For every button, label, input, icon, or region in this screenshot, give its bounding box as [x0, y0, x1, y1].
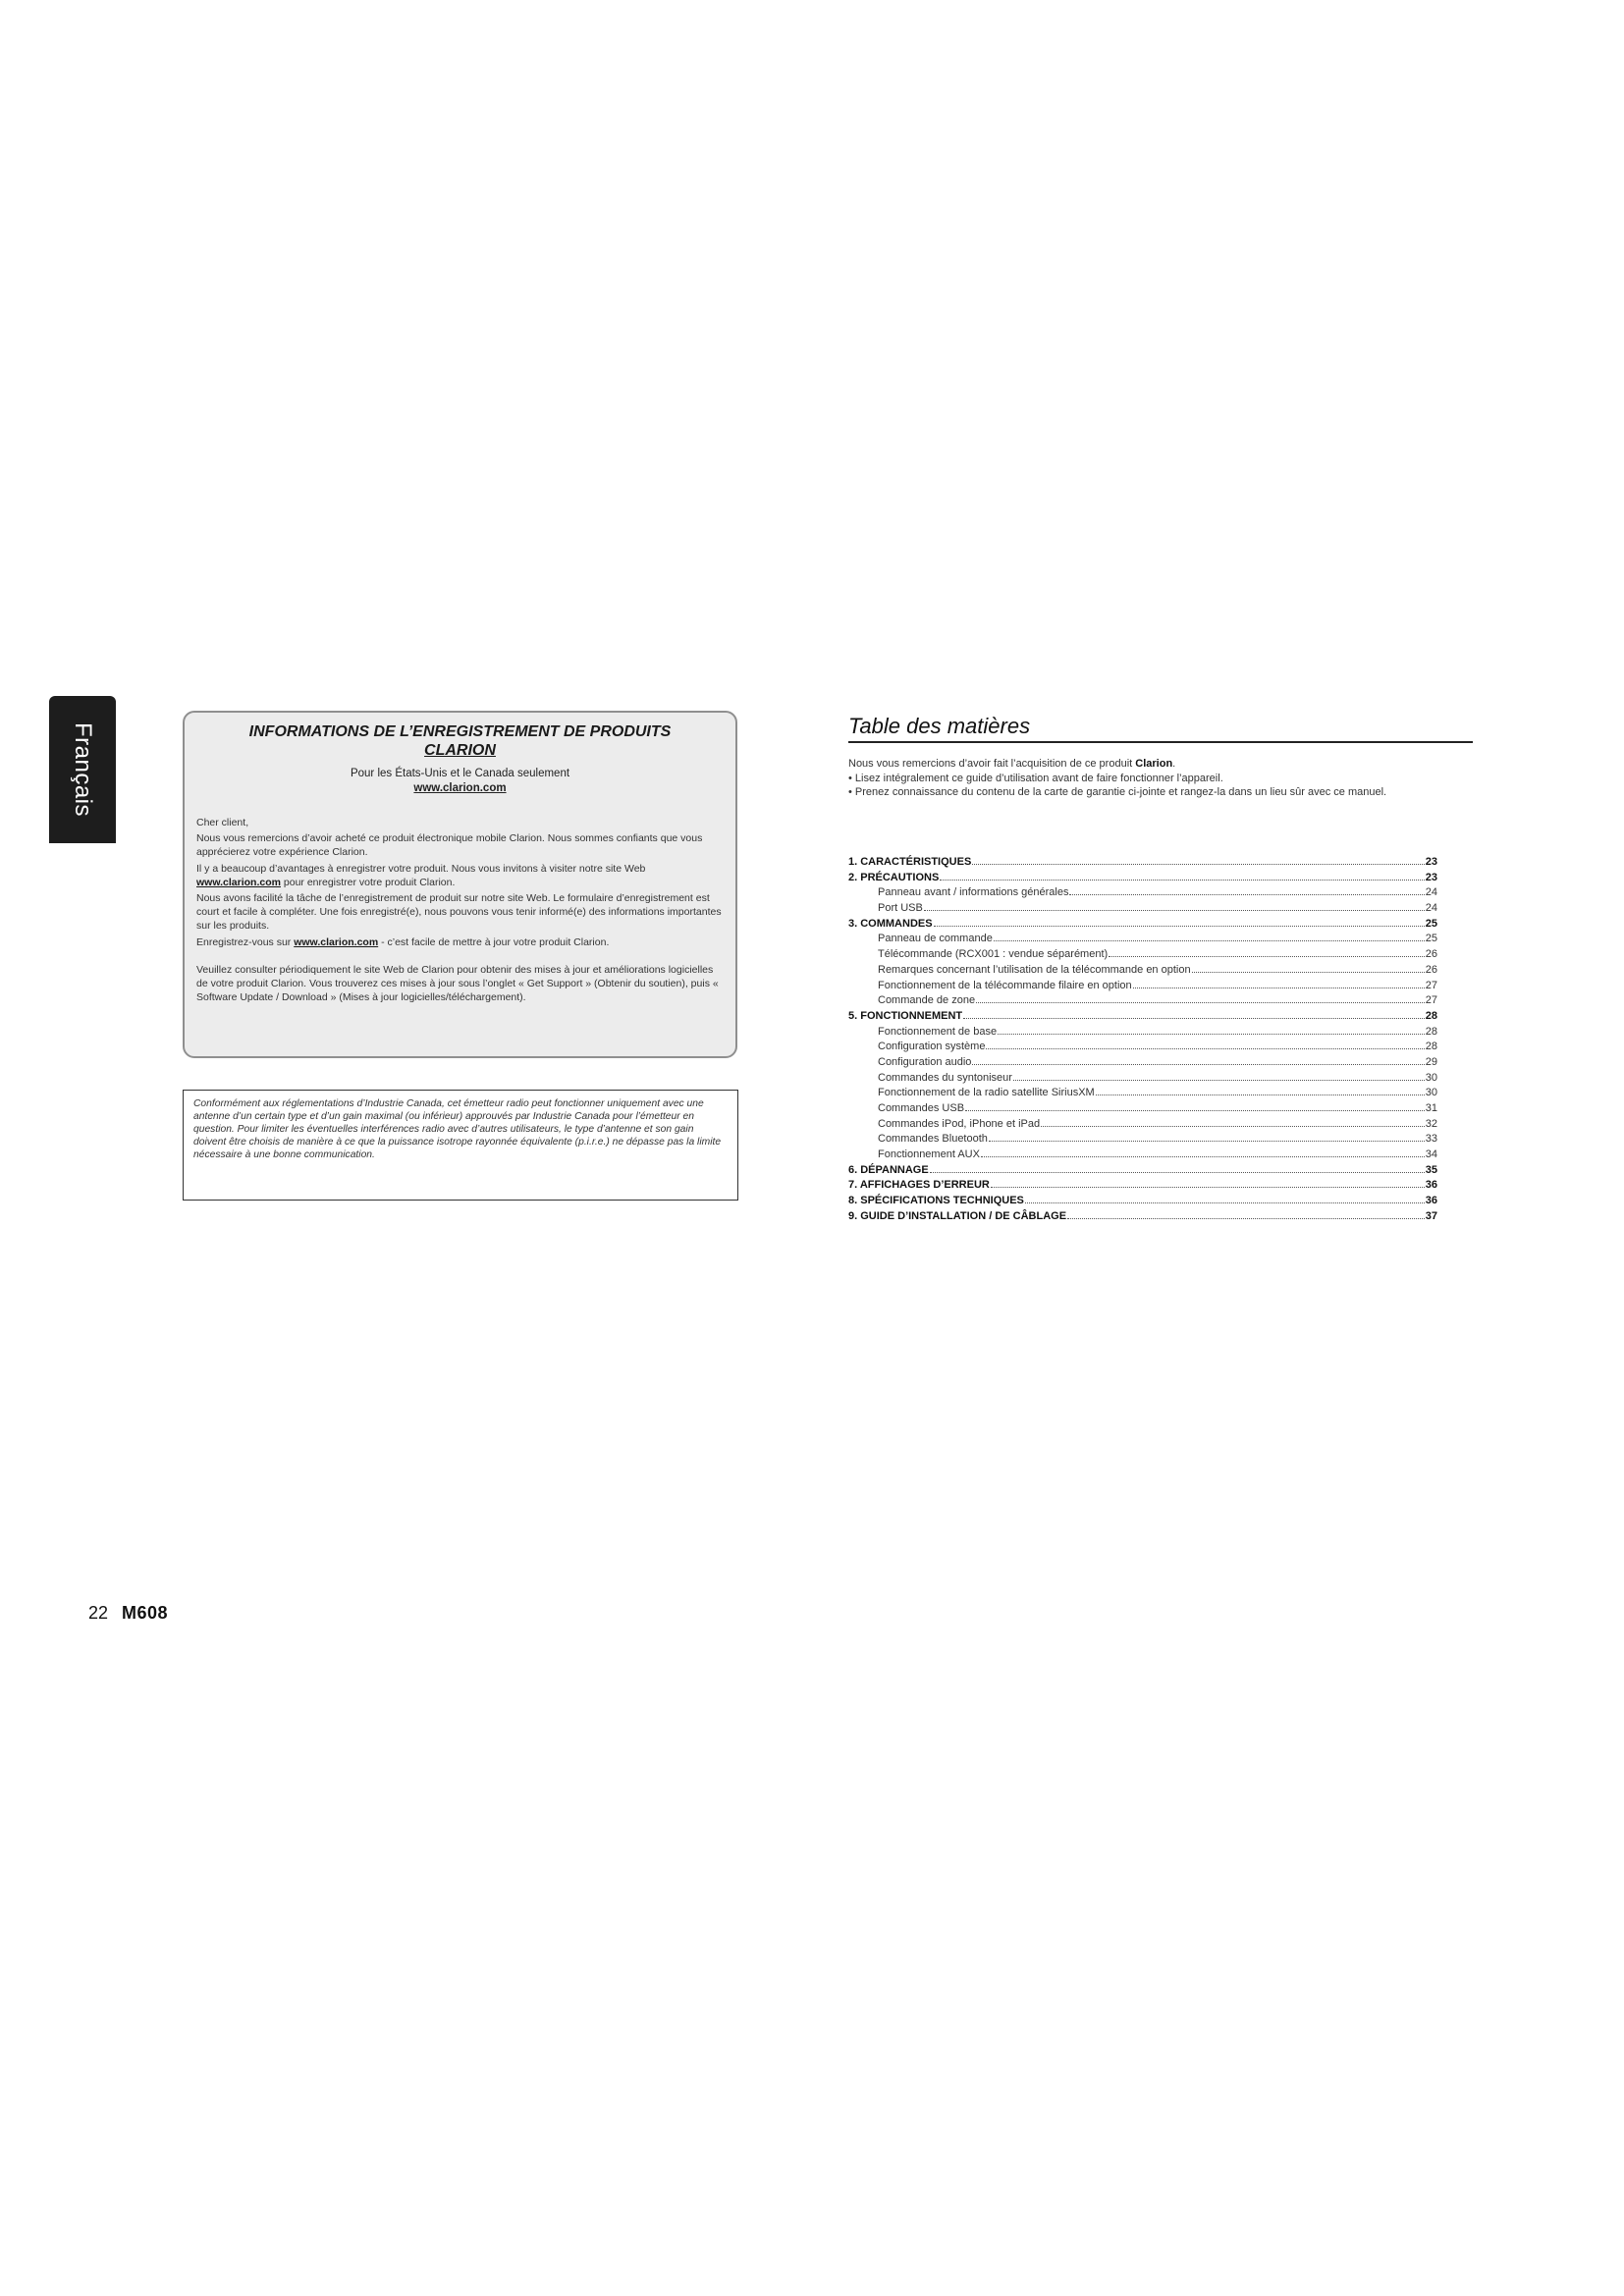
- toc-section-entry[interactable]: [848, 1209, 1437, 1225]
- toc-leader-dots: [981, 1156, 1425, 1157]
- toc-subsection-entry[interactable]: [848, 979, 1437, 994]
- toc-section-entry[interactable]: [848, 917, 1437, 933]
- toc-section-entry[interactable]: [848, 1194, 1437, 1209]
- toc-entry-page: 33: [1425, 1133, 1437, 1146]
- registration-brand: CLARION: [424, 742, 496, 759]
- registration-paragraph-5: Veuillez consulter périodiquement le site Web de Clarion pour obtenir des mises à jour et améliorations logicielles de votre produit Clarion. Vous trouverez ces mises à jour sous l’onglet « Get Support » (Obtenir du soutien), puis « Software Update / Download » (Mises à jour logicielles/téléchargement).: [196, 963, 719, 1004]
- toc-subsection-entry[interactable]: [848, 947, 1437, 963]
- toc-entry-page: 25: [1425, 917, 1437, 930]
- toc-entry-label: Remarques concernant l’utilisation de la télécommande en option: [878, 963, 1191, 976]
- toc-subsection-entry[interactable]: [848, 1040, 1437, 1055]
- toc-list: [848, 855, 1437, 1225]
- toc-section-entry[interactable]: [848, 1178, 1437, 1194]
- toc-leader-dots: [994, 940, 1425, 941]
- registration-paragraph-3: Nous avons facilité la tâche de l’enregistrement de produit sur notre site Web. Le formulaire d’enregistrement est court et facile à compléter. Une fois enregistré(e), nous pouvons vous tenir informé(e) des informations importantes sur les produits.: [196, 892, 722, 933]
- toc-entry-page: 30: [1425, 1087, 1437, 1099]
- toc-entry-label: 6. DÉPANNAGE: [848, 1163, 929, 1176]
- toc-section-entry[interactable]: [848, 1009, 1437, 1025]
- toc-entry-label: Port USB: [878, 902, 923, 915]
- toc-entry-page: 23: [1425, 856, 1437, 868]
- toc-entry-label: 2. PRÉCAUTIONS: [848, 871, 940, 883]
- toc-entry-label: Fonctionnement de la télécommande filaire en option: [878, 979, 1132, 991]
- toc-entry-label: 1. CARACTÉRISTIQUES: [848, 856, 972, 868]
- toc-entry-label: Configuration audio: [878, 1055, 972, 1068]
- toc-leader-dots: [940, 880, 1424, 881]
- toc-entry-label: 5. FONCTIONNEMENT: [848, 1009, 963, 1022]
- industry-canada-notice: Conformément aux réglementations d’Industrie Canada, cet émetteur radio peut fonctionner uniquement avec une antenne d’un certain type et d’un gain maximal (ou inférieur) approuvés par Industrie Canada pour l’émetteur en question. Pour limiter les éventuelles interférences radio avec d’autres utilisateurs, le type d’antenne et son gain doivent être choisis de manière à ce que la puissance isotrope rayonnée équivalente (p.i.r.e.) ne dépasse pas la limite nécessaire à une bonne communication.: [183, 1090, 738, 1201]
- toc-leader-dots: [1041, 1126, 1425, 1127]
- registration-paragraph-4: Enregistrez-vous sur www.clarion.com - c’est facile de mettre à jour votre produit Clarion.: [196, 935, 610, 948]
- toc-entry-page: 23: [1425, 871, 1437, 883]
- toc-entry-label: Commandes iPod, iPhone et iPad: [878, 1117, 1041, 1130]
- registration-subtitle: Pour les États-Unis et le Canada seulement: [350, 768, 570, 779]
- toc-entry-label: Commande de zone: [878, 994, 976, 1007]
- toc-entry-page: 28: [1425, 1041, 1437, 1053]
- toc-subsection-entry[interactable]: [848, 993, 1437, 1009]
- toc-leader-dots: [1067, 1218, 1425, 1219]
- toc-bullet-1: • Lisez intégralement ce guide d’utilisation avant de faire fonctionner l’appareil.: [848, 772, 1223, 784]
- toc-intro: [848, 757, 1473, 800]
- registration-info-box: [183, 711, 737, 1058]
- toc-subsection-entry[interactable]: [848, 963, 1437, 979]
- toc-entry-page: 35: [1425, 1163, 1437, 1176]
- registration-body: [196, 816, 724, 1004]
- toc-entry-page: 30: [1425, 1071, 1437, 1084]
- toc-leader-dots: [989, 1141, 1425, 1142]
- registration-greeting: Cher client,: [196, 817, 249, 828]
- toc-subsection-entry[interactable]: [848, 1055, 1437, 1071]
- toc-leader-dots: [924, 910, 1425, 911]
- toc-subsection-entry[interactable]: [848, 901, 1437, 917]
- toc-leader-dots: [972, 1064, 1424, 1065]
- toc-entry-page: 34: [1425, 1148, 1437, 1161]
- toc-entry-label: 3. COMMANDES: [848, 917, 933, 930]
- toc-title: Table des matières: [848, 714, 1473, 743]
- toc-subsection-entry[interactable]: [848, 1117, 1437, 1133]
- toc-intro-brand: Clarion: [1135, 758, 1173, 770]
- language-tab: [49, 696, 116, 843]
- toc-leader-dots: [991, 1187, 1425, 1188]
- language-tab-label: Français: [70, 721, 96, 818]
- toc-entry-label: Fonctionnement de base: [878, 1025, 998, 1038]
- toc-section-entry[interactable]: [848, 855, 1437, 871]
- toc-entry-page: 28: [1425, 1009, 1437, 1022]
- toc-leader-dots: [1109, 956, 1425, 957]
- toc-entry-page: 37: [1425, 1209, 1437, 1222]
- toc-entry-page: 32: [1425, 1117, 1437, 1130]
- toc-subsection-entry[interactable]: [848, 1148, 1437, 1163]
- toc-leader-dots: [963, 1018, 1425, 1019]
- toc-entry-page: 29: [1425, 1055, 1437, 1068]
- toc-leader-dots: [1025, 1202, 1425, 1203]
- toc-leader-dots: [998, 1034, 1425, 1035]
- page-number: 22: [88, 1603, 109, 1623]
- toc-leader-dots: [1013, 1080, 1425, 1081]
- toc-subsection-entry[interactable]: [848, 1132, 1437, 1148]
- toc-subsection-entry[interactable]: [848, 1025, 1437, 1041]
- toc-entry-page: 27: [1425, 979, 1437, 991]
- registration-paragraph-1: Nous vous remercions d’avoir acheté ce produit électronique mobile Clarion. Nous sommes confiants que vous apprécierez votre expérience Clarion.: [196, 832, 703, 859]
- page-footer: [88, 1603, 168, 1624]
- toc-intro-line: Nous vous remercions d’avoir fait l’acquisition de ce produit Clarion.: [848, 758, 1176, 770]
- registration-link-2[interactable]: www.clarion.com: [196, 876, 281, 888]
- toc-subsection-entry[interactable]: [848, 1086, 1437, 1101]
- toc-entry-label: 7. AFFICHAGES D’ERREUR: [848, 1179, 990, 1192]
- toc-leader-dots: [934, 926, 1425, 927]
- toc-leader-dots: [972, 864, 1424, 865]
- toc-bullet-2: • Prenez connaissance du contenu de la carte de garantie ci-jointe et rangez-la dans un lieu sûr avec ce manuel.: [848, 786, 1387, 798]
- toc-entry-label: Télécommande (RCX001 : vendue séparément): [878, 948, 1109, 961]
- toc-entry-label: Fonctionnement AUX: [878, 1148, 980, 1161]
- toc-entry-page: 36: [1425, 1195, 1437, 1207]
- toc-entry-label: 8. SPÉCIFICATIONS TECHNIQUES: [848, 1195, 1024, 1207]
- toc-subsection-entry[interactable]: [848, 932, 1437, 947]
- toc-entry-page: 26: [1425, 963, 1437, 976]
- toc-entry-label: 9. GUIDE D’INSTALLATION / DE CÂBLAGE: [848, 1209, 1067, 1222]
- toc-entry-page: 28: [1425, 1025, 1437, 1038]
- toc-entry-label: Panneau avant / informations générales: [878, 886, 1069, 899]
- toc-subsection-entry[interactable]: [848, 885, 1437, 901]
- toc-leader-dots: [930, 1172, 1425, 1173]
- toc-leader-dots: [976, 1002, 1425, 1003]
- toc-leader-dots: [986, 1048, 1424, 1049]
- toc-entry-page: 24: [1425, 886, 1437, 899]
- toc-entry-page: 24: [1425, 902, 1437, 915]
- registration-link-4[interactable]: www.clarion.com: [294, 935, 379, 948]
- toc-leader-dots: [1192, 972, 1425, 973]
- toc-entry-page: 25: [1425, 933, 1437, 945]
- registration-url-link[interactable]: www.clarion.com: [413, 782, 507, 794]
- toc-leader-dots: [1069, 894, 1424, 895]
- toc-entry-label: Fonctionnement de la radio satellite SiriusXM: [878, 1087, 1095, 1099]
- toc-entry-label: Commandes USB: [878, 1102, 965, 1114]
- toc-leader-dots: [965, 1110, 1425, 1111]
- toc-entry-label: Commandes du syntoniseur: [878, 1071, 1012, 1084]
- toc-entry-page: 27: [1425, 994, 1437, 1007]
- toc-entry-label: Configuration système: [878, 1041, 986, 1053]
- registration-title: INFORMATIONS DE L’ENREGISTREMENT DE PRODUITS: [248, 723, 672, 740]
- toc-section-entry[interactable]: [848, 1163, 1437, 1179]
- toc-subsection-entry[interactable]: [848, 1071, 1437, 1087]
- model-name: M608: [122, 1603, 169, 1623]
- registration-paragraph-2: Il y a beaucoup d’avantages à enregistrer votre produit. Nous vous invitons à visiter notre site Web www.clarion.com pour enregistrer votre produit Clarion.: [196, 862, 646, 888]
- toc-entry-page: 31: [1425, 1102, 1437, 1114]
- toc-entry-page: 36: [1425, 1179, 1437, 1192]
- toc-section-entry[interactable]: [848, 871, 1437, 886]
- toc-entry-label: Panneau de commande: [878, 933, 993, 945]
- toc-entry-page: 26: [1425, 948, 1437, 961]
- toc-subsection-entry[interactable]: [848, 1101, 1437, 1117]
- toc-entry-label: Commandes Bluetooth: [878, 1133, 988, 1146]
